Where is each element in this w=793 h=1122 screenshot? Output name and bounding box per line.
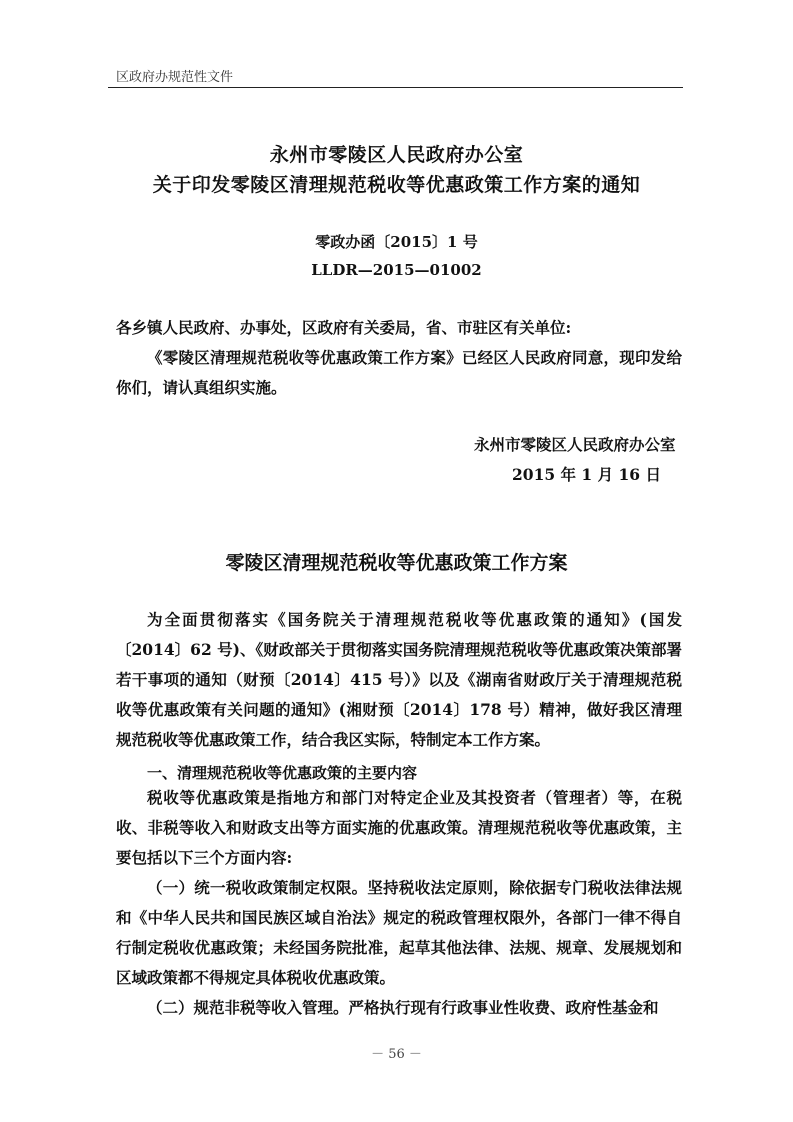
signature-date: 2015 年 1 月 16 日 — [512, 465, 661, 484]
section-paragraph-3: （二）规范非税等收入管理。严格执行现有行政事业性收费、政府性基金和 — [147, 998, 659, 1017]
plan-title: 零陵区清理规范税收等优惠政策工作方案 — [225, 552, 568, 574]
doc-number: 零政办函〔2015〕1 号 — [315, 233, 478, 251]
doc-code: LLDR—2015—01002 — [311, 261, 482, 279]
page-number: － 56 － — [371, 1047, 422, 1062]
addressee: 各乡镇人民政府、办事处，区政府有关委局，省、市驻区有关单位: — [116, 318, 572, 337]
header-rule — [108, 87, 683, 88]
running-header: 区政府办规范性文件 — [116, 70, 234, 85]
section-paragraph-1: 税收等优惠政策是指地方和部门对特定企业及其投资者（管理者）等，在税收、非税等收入和财政支出等方面实施的优惠政策。清理规范税收等优惠政策，主要包括以下三个方面内容: — [116, 788, 682, 867]
notice-title-line2: 关于印发零陵区清理规范税收等优惠政策工作方案的通知 — [152, 174, 641, 196]
section-paragraph-2: （一）统一税收政策制定权限。坚持税收法定原则，除依据专门税收法律法规和《中华人民共和国民族区域自治法》规定的税政管理权限外，各部门一律不得自行制定税收优惠政策；未经国务院批准，起草其他法律、法规、规章、发展规划和区域政策都不得规定具体税收优惠政策。 — [116, 878, 682, 987]
signature-org: 永州市零陵区人民政府办公室 — [474, 435, 676, 454]
notice-title-line1: 永州市零陵区人民政府办公室 — [269, 144, 524, 166]
notice-body: 《零陵区清理规范税收等优惠政策工作方案》已经区人民政府同意，现印发给你们，请认真组织实施。 — [116, 348, 682, 397]
section-heading: 一、清理规范税收等优惠政策的主要内容 — [147, 764, 418, 782]
intro-paragraph: 为全面贯彻落实《国务院关于清理规范税收等优惠政策的通知》(国发〔2014〕62 号)、《财政部关于贯彻落实国务院清理规范税收等优惠政策决策部署若干事项的通知（财预〔2014〕415 号）》以及《湖南省财政厅关于清理规范税收等优惠政策有关问题的通知》(湘财预〔2014〕178 号）精神，做好我区清理规范税收等优惠政策工作，结合我区实际，特制定本工作方案。 — [116, 610, 682, 749]
